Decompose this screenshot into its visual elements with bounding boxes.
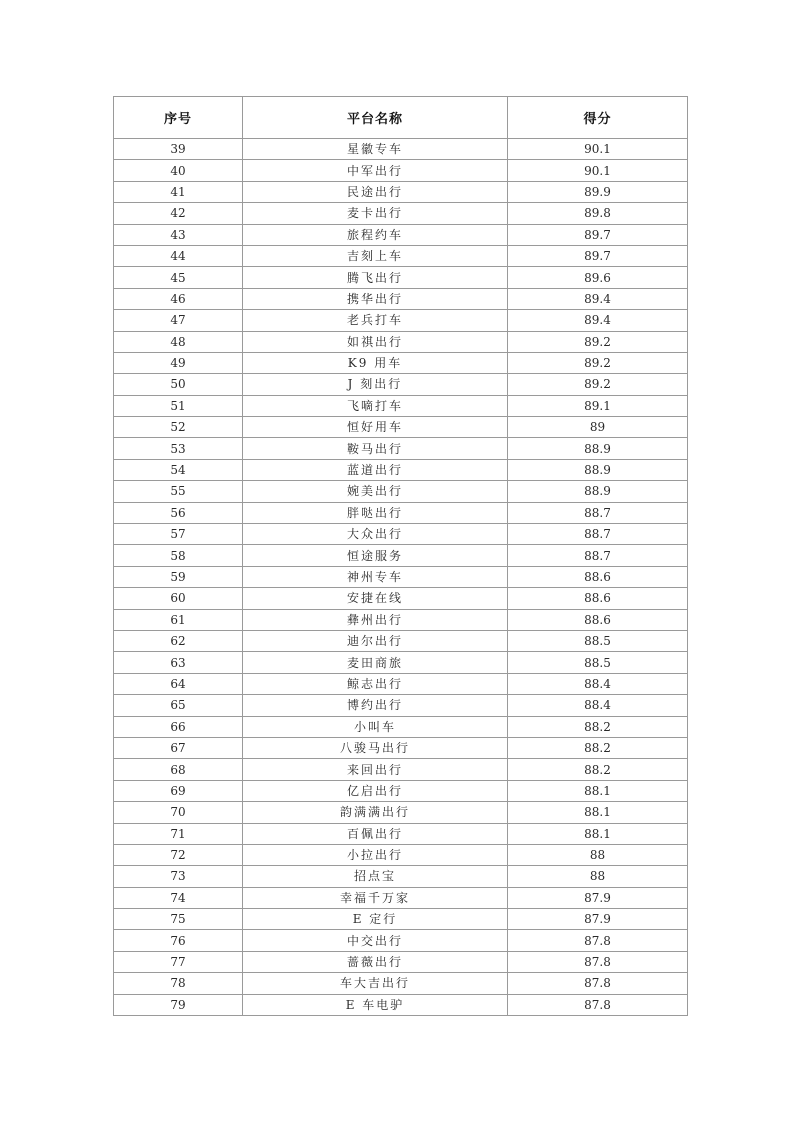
- row-platform-name: 恒好用车: [243, 417, 508, 438]
- row-score: 89.4: [508, 288, 688, 309]
- row-score: 90.1: [508, 139, 688, 160]
- table-row: [114, 673, 688, 694]
- table-row: [114, 994, 688, 1015]
- row-score: 87.8: [508, 930, 688, 951]
- table-header: [114, 97, 688, 139]
- row-platform-name: 神州专车: [243, 566, 508, 587]
- row-score: 87.8: [508, 973, 688, 994]
- row-index: 59: [114, 566, 243, 587]
- table-row: [114, 395, 688, 416]
- row-score: 88.1: [508, 780, 688, 801]
- row-platform-name: 幸福千万家: [243, 887, 508, 908]
- table-row: [114, 203, 688, 224]
- row-platform-name: 麦田商旅: [243, 652, 508, 673]
- table-body: [114, 139, 688, 1016]
- header-score: 得分: [508, 97, 688, 139]
- row-score: 88.9: [508, 438, 688, 459]
- row-score: 89.9: [508, 181, 688, 202]
- row-platform-name: 招点宝: [243, 866, 508, 887]
- row-platform-name: 蔷薇出行: [243, 951, 508, 972]
- row-platform-name: 蓝道出行: [243, 459, 508, 480]
- row-index: 79: [114, 994, 243, 1015]
- table-row: [114, 438, 688, 459]
- table-row: [114, 780, 688, 801]
- row-score: 87.8: [508, 951, 688, 972]
- row-index: 75: [114, 909, 243, 930]
- table-row: [114, 139, 688, 160]
- row-index: 53: [114, 438, 243, 459]
- row-index: 65: [114, 695, 243, 716]
- row-index: 39: [114, 139, 243, 160]
- row-index: 50: [114, 374, 243, 395]
- row-platform-name: 鞍马出行: [243, 438, 508, 459]
- row-score: 87.9: [508, 887, 688, 908]
- ranking-table: [113, 96, 688, 1016]
- table-row: [114, 374, 688, 395]
- row-score: 88.1: [508, 823, 688, 844]
- row-index: 71: [114, 823, 243, 844]
- row-platform-name: 婉美出行: [243, 481, 508, 502]
- row-platform-name: E 定行: [243, 909, 508, 930]
- row-index: 51: [114, 395, 243, 416]
- row-index: 55: [114, 481, 243, 502]
- row-index: 52: [114, 417, 243, 438]
- table-row: [114, 245, 688, 266]
- row-score: 88.5: [508, 652, 688, 673]
- row-score: 88.7: [508, 502, 688, 523]
- row-score: 89.1: [508, 395, 688, 416]
- table-row: [114, 481, 688, 502]
- row-score: 88.1: [508, 802, 688, 823]
- row-platform-name: E 车电驴: [243, 994, 508, 1015]
- row-platform-name: 鲸志出行: [243, 673, 508, 694]
- row-score: 88.6: [508, 588, 688, 609]
- row-platform-name: 博约出行: [243, 695, 508, 716]
- row-index: 48: [114, 331, 243, 352]
- header-platform-name: 平台名称: [243, 97, 508, 139]
- table-row: [114, 887, 688, 908]
- row-platform-name: 腾飞出行: [243, 267, 508, 288]
- row-index: 44: [114, 245, 243, 266]
- row-score: 89.2: [508, 352, 688, 373]
- row-index: 57: [114, 524, 243, 545]
- row-platform-name: 八骏马出行: [243, 737, 508, 758]
- row-index: 76: [114, 930, 243, 951]
- row-platform-name: 携华出行: [243, 288, 508, 309]
- row-platform-name: 大众出行: [243, 524, 508, 545]
- row-platform-name: 中交出行: [243, 930, 508, 951]
- row-platform-name: 来回出行: [243, 759, 508, 780]
- row-score: 88.2: [508, 759, 688, 780]
- row-index: 45: [114, 267, 243, 288]
- header-row: [114, 97, 688, 139]
- row-index: 72: [114, 844, 243, 865]
- table-row: [114, 267, 688, 288]
- row-platform-name: 小叫车: [243, 716, 508, 737]
- table-row: [114, 352, 688, 373]
- row-platform-name: 彝州出行: [243, 609, 508, 630]
- row-score: 88.9: [508, 459, 688, 480]
- table-row: [114, 652, 688, 673]
- row-platform-name: K9 用车: [243, 352, 508, 373]
- row-platform-name: 韵满满出行: [243, 802, 508, 823]
- row-index: 74: [114, 887, 243, 908]
- row-index: 56: [114, 502, 243, 523]
- row-platform-name: 胖哒出行: [243, 502, 508, 523]
- table-row: [114, 566, 688, 587]
- row-index: 67: [114, 737, 243, 758]
- row-index: 63: [114, 652, 243, 673]
- header-index: 序号: [114, 97, 243, 139]
- row-index: 47: [114, 310, 243, 331]
- row-platform-name: 麦卡出行: [243, 203, 508, 224]
- row-score: 89: [508, 417, 688, 438]
- row-index: 77: [114, 951, 243, 972]
- row-score: 87.8: [508, 994, 688, 1015]
- table-row: [114, 181, 688, 202]
- row-index: 46: [114, 288, 243, 309]
- table-row: [114, 823, 688, 844]
- row-score: 88.6: [508, 566, 688, 587]
- row-index: 54: [114, 459, 243, 480]
- table-row: [114, 524, 688, 545]
- row-platform-name: 车大吉出行: [243, 973, 508, 994]
- row-index: 41: [114, 181, 243, 202]
- table-row: [114, 759, 688, 780]
- table-row: [114, 224, 688, 245]
- table-row: [114, 930, 688, 951]
- row-platform-name: 亿启出行: [243, 780, 508, 801]
- row-platform-name: 如祺出行: [243, 331, 508, 352]
- table-row: [114, 331, 688, 352]
- row-index: 49: [114, 352, 243, 373]
- table-row: [114, 288, 688, 309]
- row-index: 64: [114, 673, 243, 694]
- row-platform-name: 旅程约车: [243, 224, 508, 245]
- row-platform-name: 飞嘀打车: [243, 395, 508, 416]
- row-index: 61: [114, 609, 243, 630]
- row-index: 42: [114, 203, 243, 224]
- row-platform-name: 小拉出行: [243, 844, 508, 865]
- table-row: [114, 417, 688, 438]
- row-platform-name: 中军出行: [243, 160, 508, 181]
- row-score: 88.9: [508, 481, 688, 502]
- row-score: 88.6: [508, 609, 688, 630]
- row-index: 78: [114, 973, 243, 994]
- row-index: 40: [114, 160, 243, 181]
- table-row: [114, 588, 688, 609]
- row-platform-name: 星徽专车: [243, 139, 508, 160]
- row-platform-name: 百佩出行: [243, 823, 508, 844]
- table-row: [114, 502, 688, 523]
- row-score: 89.2: [508, 374, 688, 395]
- row-index: 69: [114, 780, 243, 801]
- row-score: 88.2: [508, 737, 688, 758]
- table-row: [114, 737, 688, 758]
- row-score: 89.8: [508, 203, 688, 224]
- row-index: 68: [114, 759, 243, 780]
- row-score: 87.9: [508, 909, 688, 930]
- row-score: 89.7: [508, 245, 688, 266]
- row-platform-name: 安捷在线: [243, 588, 508, 609]
- row-index: 70: [114, 802, 243, 823]
- row-score: 90.1: [508, 160, 688, 181]
- row-platform-name: 恒途服务: [243, 545, 508, 566]
- row-index: 73: [114, 866, 243, 887]
- row-score: 89.2: [508, 331, 688, 352]
- table-row: [114, 716, 688, 737]
- row-index: 66: [114, 716, 243, 737]
- row-score: 89.4: [508, 310, 688, 331]
- row-platform-name: J 刻出行: [243, 374, 508, 395]
- row-index: 58: [114, 545, 243, 566]
- row-score: 88: [508, 844, 688, 865]
- row-score: 89.6: [508, 267, 688, 288]
- row-index: 43: [114, 224, 243, 245]
- row-score: 88: [508, 866, 688, 887]
- table-row: [114, 160, 688, 181]
- table-row: [114, 545, 688, 566]
- row-score: 89.7: [508, 224, 688, 245]
- row-score: 88.5: [508, 630, 688, 651]
- table-row: [114, 909, 688, 930]
- table-row: [114, 802, 688, 823]
- row-score: 88.4: [508, 695, 688, 716]
- table-row: [114, 844, 688, 865]
- row-platform-name: 迪尔出行: [243, 630, 508, 651]
- table-row: [114, 310, 688, 331]
- row-index: 62: [114, 630, 243, 651]
- row-score: 88.2: [508, 716, 688, 737]
- row-platform-name: 吉刻上车: [243, 245, 508, 266]
- row-platform-name: 民途出行: [243, 181, 508, 202]
- row-score: 88.7: [508, 524, 688, 545]
- table-row: [114, 866, 688, 887]
- row-index: 60: [114, 588, 243, 609]
- table-row: [114, 630, 688, 651]
- table-row: [114, 459, 688, 480]
- table-row: [114, 695, 688, 716]
- row-platform-name: 老兵打车: [243, 310, 508, 331]
- row-score: 88.4: [508, 673, 688, 694]
- table-row: [114, 951, 688, 972]
- row-score: 88.7: [508, 545, 688, 566]
- table-row: [114, 973, 688, 994]
- table-row: [114, 609, 688, 630]
